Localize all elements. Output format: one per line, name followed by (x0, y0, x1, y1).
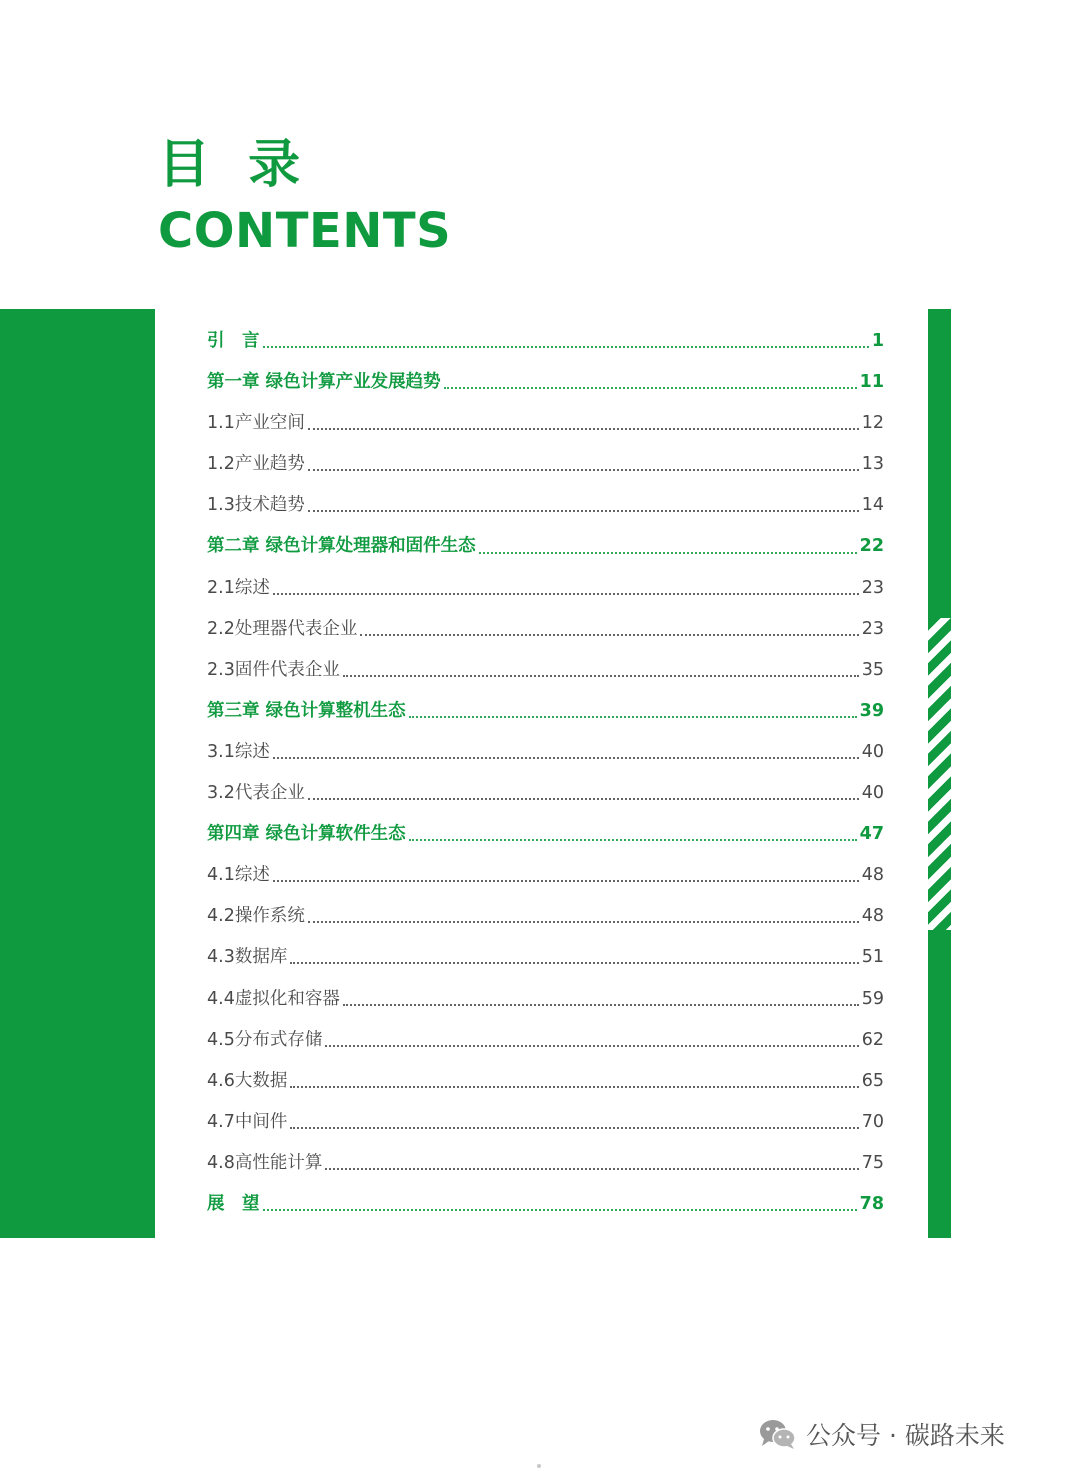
toc-section-row[interactable] (207, 403, 884, 444)
toc-page-number: 48 (861, 865, 884, 886)
toc-chapter-row[interactable] (207, 526, 884, 567)
toc-section-row[interactable] (207, 979, 884, 1020)
toc-chapter-row[interactable] (207, 362, 884, 403)
toc-section-row[interactable] (207, 855, 884, 896)
toc-entry-label: 4.5分布式存储 (207, 1029, 323, 1050)
page-dot (537, 1464, 541, 1468)
toc-page-number: 39 (859, 700, 884, 721)
dot-leader (308, 797, 859, 800)
toc-entry-label: 第三章 绿色计算整机生态 (207, 700, 406, 721)
toc-page-number: 40 (861, 783, 884, 804)
toc-entry-label: 2.2处理器代表企业 (207, 618, 358, 639)
dot-leader (273, 592, 859, 595)
toc-entry-label: 4.7中间件 (207, 1111, 288, 1132)
dot-leader (273, 756, 859, 759)
toc-page-number: 70 (861, 1111, 884, 1132)
toc-entry-label: 2.3固件代表企业 (207, 659, 340, 680)
toc-section-row[interactable] (207, 1143, 884, 1184)
toc-section-row[interactable] (207, 896, 884, 937)
toc-entry-label: 1.2产业趋势 (207, 454, 305, 475)
dot-leader (343, 1003, 859, 1006)
toc-page-number: 75 (861, 1152, 884, 1173)
toc-chapter-row[interactable] (207, 691, 884, 732)
dot-leader (343, 674, 859, 677)
toc-page-number: 47 (859, 824, 884, 845)
dot-leader (263, 345, 869, 348)
toc-section-row[interactable] (207, 773, 884, 814)
dot-leader (290, 1085, 858, 1088)
dot-leader (308, 920, 859, 923)
dot-leader (273, 879, 859, 882)
toc-section-row[interactable] (207, 1061, 884, 1102)
page-title-en: CONTENTS (158, 203, 452, 259)
left-green-band (0, 309, 155, 1238)
toc-page-number: 13 (861, 454, 884, 475)
toc-section-row[interactable] (207, 485, 884, 526)
toc-section-row[interactable] (207, 1020, 884, 1061)
dot-leader (308, 509, 859, 512)
toc-entry-label: 4.6大数据 (207, 1070, 288, 1091)
toc-page-number: 59 (861, 988, 884, 1009)
toc-entry-label: 4.3数据库 (207, 947, 288, 968)
dot-leader (444, 386, 857, 389)
dot-leader (290, 961, 858, 964)
toc-entry-label: 4.2操作系统 (207, 906, 305, 927)
toc-entry-label: 第二章 绿色计算处理器和固件生态 (207, 536, 476, 557)
toc-section-row[interactable] (207, 937, 884, 978)
toc-page-number: 22 (859, 536, 884, 557)
toc-entry-label: 第一章 绿色计算产业发展趋势 (207, 372, 441, 393)
dot-leader (308, 468, 859, 471)
toc-section-row[interactable] (207, 609, 884, 650)
table-of-contents (207, 321, 884, 1225)
toc-section-row[interactable] (207, 650, 884, 691)
toc-entry-label: 展 望 (207, 1193, 260, 1214)
toc-entry-label: 1.3技术趋势 (207, 495, 305, 516)
toc-entry-label: 引 言 (207, 331, 260, 351)
toc-entry-label: 4.4虚拟化和容器 (207, 988, 340, 1009)
dot-leader (325, 1167, 858, 1170)
toc-page-number: 23 (861, 577, 884, 598)
wechat-icon (758, 1417, 798, 1451)
watermark-text: 公众号 · 碳路未来 (806, 1421, 1005, 1450)
toc-page-number: 12 (861, 413, 884, 434)
toc-section-row[interactable] (207, 444, 884, 485)
toc-page-number: 11 (859, 372, 884, 393)
toc-page-number: 1 (871, 331, 884, 351)
dot-leader (409, 715, 857, 718)
watermark (758, 1414, 1005, 1454)
toc-chapter-row[interactable] (207, 814, 884, 855)
dot-leader (325, 1044, 858, 1047)
toc-page-number: 65 (861, 1070, 884, 1091)
dot-leader (409, 838, 857, 841)
toc-page-number: 62 (861, 1029, 884, 1050)
toc-page-number: 14 (861, 495, 884, 516)
page-title-cn: 目 录 (158, 135, 311, 195)
dot-leader (308, 427, 859, 430)
dot-leader (479, 551, 857, 554)
toc-entry-label: 4.1综述 (207, 865, 270, 886)
toc-entry-label: 2.1综述 (207, 577, 270, 598)
toc-page-number: 48 (861, 906, 884, 927)
toc-entry-label: 3.1综述 (207, 741, 270, 762)
toc-section-row[interactable] (207, 732, 884, 773)
toc-entry-label: 3.2代表企业 (207, 783, 305, 804)
toc-section-row[interactable] (207, 568, 884, 609)
diagonal-stripes-decoration (928, 618, 951, 930)
toc-page-number: 40 (861, 741, 884, 762)
toc-page-number: 78 (859, 1193, 884, 1214)
toc-section-row[interactable] (207, 1102, 884, 1143)
toc-entry-label: 4.8高性能计算 (207, 1152, 323, 1173)
toc-page-number: 51 (861, 947, 884, 968)
toc-entry-label: 第四章 绿色计算软件生态 (207, 824, 406, 845)
dot-leader (263, 1208, 857, 1211)
toc-entry-label: 1.1产业空间 (207, 413, 305, 434)
toc-chapter-row[interactable] (207, 1184, 884, 1225)
dot-leader (290, 1126, 858, 1129)
toc-page-number: 35 (861, 659, 884, 680)
dot-leader (360, 633, 858, 636)
toc-chapter-row[interactable] (207, 321, 884, 362)
toc-page-number: 23 (861, 618, 884, 639)
